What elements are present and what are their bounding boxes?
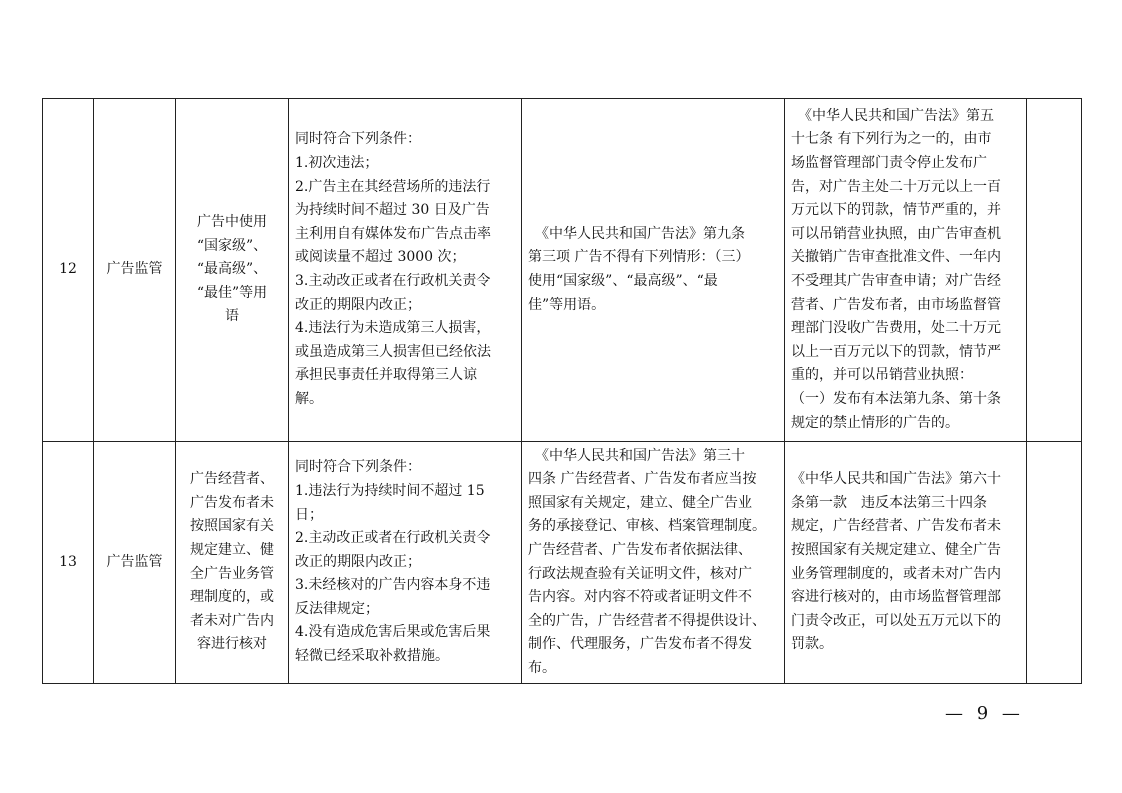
legal-basis-cell <box>522 442 785 684</box>
conditions-text: 同时符合下列条件： 1.初次违法； 2.广告主在其经营场所的违法行 为持续时间不超过 30 日及广告 主利用自有媒体发布广告点击率 或阅读量不超过 3000 次； 3.主动改正或者在行政机关责令 改正的期限内改正； 4.违法行为未造成第三人损害， 或虽造成第三人损害但已经依法 承担民事责任并取得第三人谅 解。 <box>295 131 491 407</box>
table-row <box>43 442 1082 684</box>
conditions-cell <box>289 99 522 442</box>
category-cell: 广告监管 <box>94 99 176 442</box>
legal-basis-cell <box>522 99 785 442</box>
category-cell: 广告监管 <box>94 442 176 684</box>
legal-basis-text: 《中华人民共和国广告法》第九条 第三项 广告不得有下列情形：（三） 使用“国家级”、“最高级”、“最 佳”等用语。 <box>528 225 750 313</box>
conditions-cell <box>289 442 522 684</box>
page-number: — 9 — <box>945 703 1024 724</box>
violation-case-text: 广告经营者、 广告发布者未 按照国家有关 规定建立、健 全广告业务管 理制度的，或 者未对广告内 容进行核对 <box>190 471 274 653</box>
conditions-text: 同时符合下列条件： 1.违法行为持续时间不超过 15 日； 2.主动改正或者在行政机关责令 改正的期限内改正； 3.未经核对的广告内容本身不违 反法律规定； 4.没有造成危害后果或危害后果 轻微已经采取补救措施。 <box>295 459 491 665</box>
table-row <box>43 99 1082 442</box>
regulation-table <box>42 98 1082 684</box>
row-number: 13 <box>43 442 94 684</box>
penalty-cell <box>785 442 1027 684</box>
note-cell <box>1027 99 1082 442</box>
violation-case-text: 广告中使用 “国家级”、 “最高级”、 “最佳”等用 语 <box>196 214 268 325</box>
note-cell <box>1027 442 1082 684</box>
penalty-text: 《中华人民共和国广告法》第六十 条第一款 违反本法第三十四条 规定，广告经营者、广告发布者未 按照国家有关规定建立、健全广告 业务管理制度的，或者未对广告内 容进行核对的，由市场监督管理部 门责令改正，可以处五万元以下的 罚款。 <box>791 471 1001 653</box>
penalty-cell <box>785 99 1027 442</box>
legal-basis-text: 《中华人民共和国广告法》第三十 四条 广告经营者、广告发布者应当按 照国家有关规定，建立、健全广告业 务的承接登记、审核、档案管理制度。 广告经营者、广告发布者依据法律、 行政法规查验有关证明文件，核对广 告内容。对内容不符或者证明文件不 全的广告，广告经营者不得提供设计、 制作、代理服务，广告发布者不得发 布。 <box>528 447 766 676</box>
violation-case-cell <box>176 442 289 684</box>
row-number: 12 <box>43 99 94 442</box>
penalty-text: 《中华人民共和国广告法》第五 十七条 有下列行为之一的，由市 场监督管理部门责令停止发布广 告，对广告主处二十万元以上一百 万元以下的罚款，情节严重的，并 可以吊销营业执照，由广告审查机 关撤销广告审查批准文件、一年内 不受理其广告审查申请；对广告经 营者、广告发布者，由市场监督管 理部门没收广告费用，处二十万元 以上一百万元以下的罚款，情节严 重的，并可以吊销营业执照： （一）发布有本法第九条、第十条 规定的禁止情形的广告的。 <box>791 107 1001 431</box>
violation-case-cell <box>176 99 289 442</box>
